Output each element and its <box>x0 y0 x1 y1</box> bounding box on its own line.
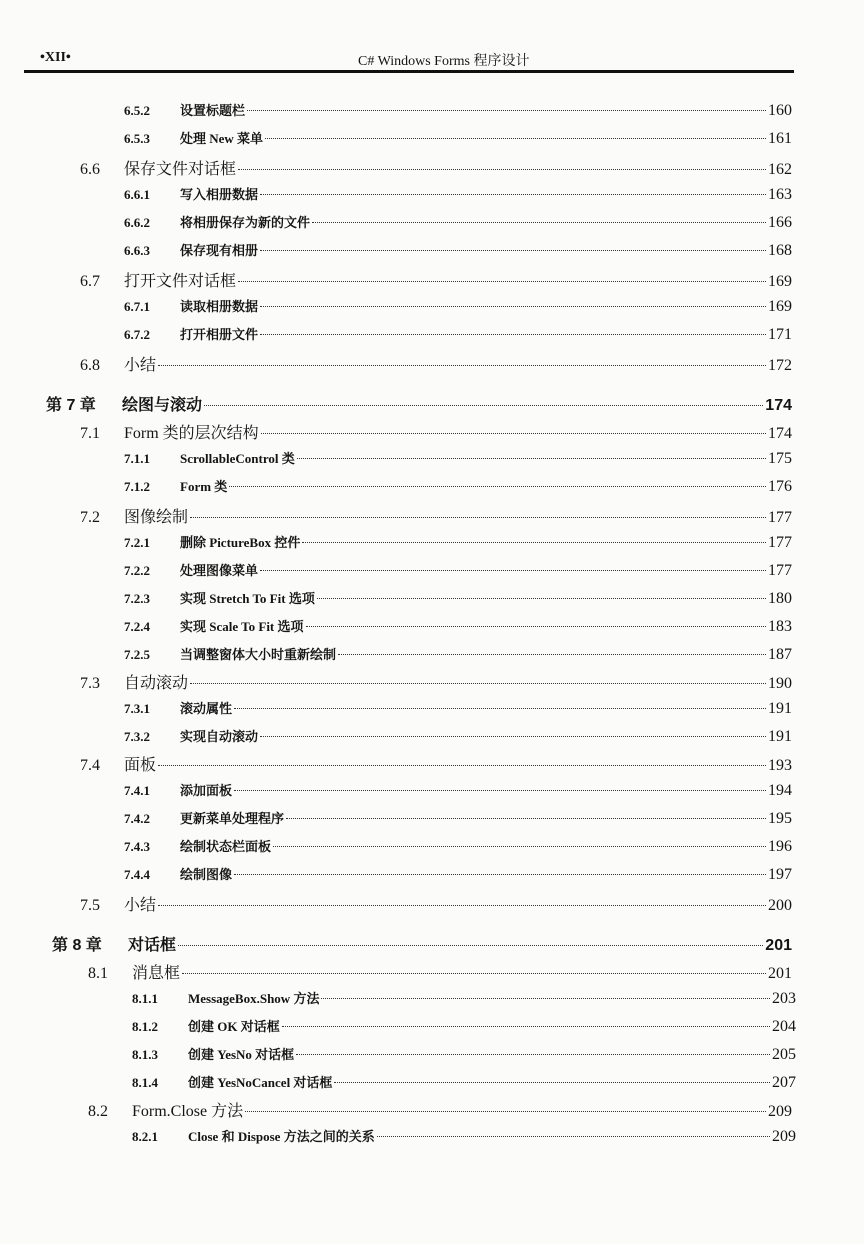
toc-number: 7.2.5 <box>124 647 150 662</box>
toc-number: 7.3 <box>80 675 100 692</box>
toc-number: 8.2.1 <box>132 1129 158 1144</box>
toc-page-number: 183 <box>768 618 792 635</box>
toc-subsection <box>124 588 792 614</box>
toc-title: 自动滚动 <box>124 675 189 692</box>
toc-title: 删除 PictureBox 控件 <box>180 535 301 550</box>
toc-subsection <box>132 1044 796 1070</box>
dot-leader <box>238 281 766 282</box>
toc-subsection <box>124 616 792 642</box>
dot-leader <box>312 222 766 223</box>
toc-page-number: 168 <box>768 242 792 259</box>
dot-leader <box>306 626 766 627</box>
toc-number: 7.1.1 <box>124 451 150 466</box>
toc-number: 6.6.3 <box>124 243 150 258</box>
toc-title: 绘图与滚动 <box>122 397 203 414</box>
toc-page-number: 172 <box>768 357 792 374</box>
toc-title: 写入相册数据 <box>180 187 259 202</box>
toc-subsection <box>124 726 792 752</box>
dot-leader <box>234 874 766 875</box>
toc-title: 小结 <box>124 897 157 914</box>
toc-number: 7.4.4 <box>124 867 150 882</box>
toc-number: 第 8 章 <box>52 937 102 954</box>
dot-leader <box>182 973 766 974</box>
toc-title: 实现 Scale To Fit 选项 <box>180 619 304 634</box>
dot-leader <box>158 765 766 766</box>
toc-title: 创建 OK 对话框 <box>188 1019 280 1034</box>
toc-number: 8.1 <box>88 965 108 982</box>
toc-title: 处理图像菜单 <box>180 563 259 578</box>
toc-title: Form 类的层次结构 <box>124 425 259 442</box>
toc-subsection <box>124 296 792 322</box>
toc-title: 绘制图像 <box>180 867 233 882</box>
book-title: C# Windows Forms 程序设计 <box>358 54 530 69</box>
dot-leader <box>234 790 766 791</box>
toc-page-number: 174 <box>768 425 792 442</box>
dot-leader <box>178 945 763 946</box>
dot-leader <box>158 905 766 906</box>
dot-leader <box>338 654 766 655</box>
toc-subsection <box>124 240 792 266</box>
toc-page-number: 177 <box>768 534 792 551</box>
dot-leader <box>260 570 766 571</box>
dot-leader <box>282 1026 770 1027</box>
toc-page-number: 176 <box>768 478 792 495</box>
toc-page-number: 196 <box>768 838 792 855</box>
toc-title: 打开相册文件 <box>180 327 259 342</box>
dot-leader <box>297 458 766 459</box>
toc-subsection <box>124 324 792 350</box>
toc-section <box>80 504 792 530</box>
dot-leader <box>204 405 763 406</box>
toc-subsection <box>124 184 792 210</box>
toc-page-number: 205 <box>772 1046 796 1063</box>
toc-title: 保存文件对话框 <box>124 161 237 178</box>
toc-number: 7.2 <box>80 509 100 526</box>
toc-title: 打开文件对话框 <box>124 273 237 290</box>
dot-leader <box>302 542 766 543</box>
toc-number: 8.1.3 <box>132 1047 158 1062</box>
toc-title: Form 类 <box>180 479 228 494</box>
toc-page-number: 171 <box>768 326 792 343</box>
dot-leader <box>229 486 766 487</box>
toc-number: 第 7 章 <box>46 397 96 414</box>
toc-subsection <box>124 836 792 862</box>
running-header <box>40 48 792 70</box>
toc-page-number: 162 <box>768 161 792 178</box>
toc-subsection <box>124 128 792 154</box>
toc-number: 8.1.2 <box>132 1019 158 1034</box>
toc-number: 8.2 <box>88 1103 108 1120</box>
toc-title: 对话框 <box>128 937 177 954</box>
dot-leader <box>261 433 766 434</box>
toc-page-number: 194 <box>768 782 792 799</box>
toc-page-number: 177 <box>768 509 792 526</box>
toc-section <box>80 268 792 294</box>
toc-title: 实现 Stretch To Fit 选项 <box>180 591 315 606</box>
toc-page-number: 166 <box>768 214 792 231</box>
toc-section <box>80 156 792 182</box>
toc-subsection <box>132 1072 796 1098</box>
dot-leader <box>260 194 766 195</box>
toc-page-number: 203 <box>772 990 796 1007</box>
toc-number: 7.2.1 <box>124 535 150 550</box>
toc-page-number: 169 <box>768 273 792 290</box>
toc-number: 7.2.4 <box>124 619 150 634</box>
toc-title: ScrollableControl 类 <box>180 451 295 466</box>
toc-subsection <box>124 698 792 724</box>
toc-subsection <box>124 780 792 806</box>
toc-page-number: 197 <box>768 866 792 883</box>
toc-number: 6.7 <box>80 273 100 290</box>
toc-section <box>80 420 792 446</box>
dot-leader <box>265 138 766 139</box>
dot-leader <box>321 998 770 999</box>
toc-title: 添加面板 <box>180 783 233 798</box>
toc-title: 处理 New 菜单 <box>180 131 264 146</box>
toc-subsection <box>124 808 792 834</box>
toc-title: 创建 YesNoCancel 对话框 <box>188 1075 333 1090</box>
toc-number: 6.8 <box>80 357 100 374</box>
toc-page-number: 191 <box>768 700 792 717</box>
toc-title: 图像绘制 <box>124 509 189 526</box>
toc-title: 设置标题栏 <box>180 103 246 118</box>
toc-title: 创建 YesNo 对话框 <box>188 1047 295 1062</box>
toc-title: 滚动属性 <box>180 701 233 716</box>
toc-number: 7.4.1 <box>124 783 150 798</box>
toc-subsection <box>124 560 792 586</box>
dot-leader <box>260 736 766 737</box>
toc-page-number: 201 <box>768 965 792 982</box>
toc-page-number: 191 <box>768 728 792 745</box>
dot-leader <box>296 1054 770 1055</box>
toc-number: 6.5.2 <box>124 103 150 118</box>
toc-title: 保存现有相册 <box>180 243 259 258</box>
toc-page-number: 190 <box>768 675 792 692</box>
toc-number: 7.4.3 <box>124 839 150 854</box>
toc-page-number: 177 <box>768 562 792 579</box>
dot-leader <box>190 683 766 684</box>
toc-page-number: 175 <box>768 450 792 467</box>
toc-page-number: 174 <box>765 397 792 414</box>
toc-subsection <box>124 644 792 670</box>
toc-title: 当调整窗体大小时重新绘制 <box>180 647 337 662</box>
dot-leader <box>245 1111 766 1112</box>
toc-page-number: 195 <box>768 810 792 827</box>
toc-section <box>80 670 792 696</box>
dot-leader <box>190 517 766 518</box>
dot-leader <box>247 110 766 111</box>
dot-leader <box>260 334 766 335</box>
toc-page-number: 161 <box>768 130 792 147</box>
dot-leader <box>334 1082 770 1083</box>
toc-subsection <box>132 1016 796 1042</box>
toc-number: 6.6.1 <box>124 187 150 202</box>
toc-subsection <box>124 532 792 558</box>
toc-page-number: 209 <box>772 1128 796 1145</box>
toc-subsection <box>124 448 792 474</box>
toc-chapter <box>52 932 792 958</box>
dot-leader <box>286 818 766 819</box>
toc-page-number: 163 <box>768 186 792 203</box>
toc-number: 7.3.2 <box>124 729 150 744</box>
toc-subsection <box>124 100 792 126</box>
dot-leader <box>317 598 766 599</box>
toc-title: 绘制状态栏面板 <box>180 839 272 854</box>
dot-leader <box>158 365 766 366</box>
dot-leader <box>377 1136 770 1137</box>
toc-number: 6.6.2 <box>124 215 150 230</box>
dot-leader <box>273 846 766 847</box>
toc-number: 8.1.4 <box>132 1075 158 1090</box>
dot-leader <box>234 708 766 709</box>
toc-number: 7.2.2 <box>124 563 150 578</box>
toc-page-number: 209 <box>768 1103 792 1120</box>
toc-title: 更新菜单处理程序 <box>180 811 285 826</box>
toc-page-number: 204 <box>772 1018 796 1035</box>
toc-number: 7.1.2 <box>124 479 150 494</box>
dot-leader <box>238 169 766 170</box>
toc-number: 6.7.1 <box>124 299 150 314</box>
toc-number: 7.4 <box>80 757 100 774</box>
toc-page-number: 207 <box>772 1074 796 1091</box>
header-rule <box>24 70 794 73</box>
toc-section <box>80 352 792 378</box>
toc-title: Form.Close 方法 <box>132 1103 244 1120</box>
toc-title: 消息框 <box>132 965 181 982</box>
toc-title: MessageBox.Show 方法 <box>188 991 320 1006</box>
toc-title: 将相册保存为新的文件 <box>180 215 311 230</box>
toc-page-number: 193 <box>768 757 792 774</box>
toc-number: 7.2.3 <box>124 591 150 606</box>
toc-title: 面板 <box>124 757 157 774</box>
toc-number: 6.7.2 <box>124 327 150 342</box>
toc-number: 7.5 <box>80 897 100 914</box>
toc-page-number: 160 <box>768 102 792 119</box>
toc-section <box>88 1098 792 1124</box>
toc-page-number: 200 <box>768 897 792 914</box>
toc-section <box>80 892 792 918</box>
toc-section <box>88 960 792 986</box>
toc-chapter <box>46 392 792 418</box>
toc-title: 实现自动滚动 <box>180 729 259 744</box>
toc-number: 6.6 <box>80 161 100 178</box>
toc-page-number: 201 <box>765 937 792 954</box>
toc-subsection <box>124 212 792 238</box>
toc-page-number: 169 <box>768 298 792 315</box>
toc-number: 7.3.1 <box>124 701 150 716</box>
toc-title: 小结 <box>124 357 157 374</box>
toc-subsection <box>124 476 792 502</box>
dot-leader <box>260 306 766 307</box>
toc-number: 6.5.3 <box>124 131 150 146</box>
toc-page-number: 187 <box>768 646 792 663</box>
toc-subsection <box>132 988 796 1014</box>
toc-title: Close 和 Dispose 方法之间的关系 <box>188 1129 375 1144</box>
toc-title: 读取相册数据 <box>180 299 259 314</box>
dot-leader <box>260 250 766 251</box>
toc-section <box>80 752 792 778</box>
toc-number: 7.4.2 <box>124 811 150 826</box>
toc-subsection <box>132 1126 796 1152</box>
toc-subsection <box>124 864 792 890</box>
toc-page-number: 180 <box>768 590 792 607</box>
toc-number: 8.1.1 <box>132 991 158 1006</box>
page-number: •XII• <box>40 50 71 65</box>
toc-number: 7.1 <box>80 425 100 442</box>
